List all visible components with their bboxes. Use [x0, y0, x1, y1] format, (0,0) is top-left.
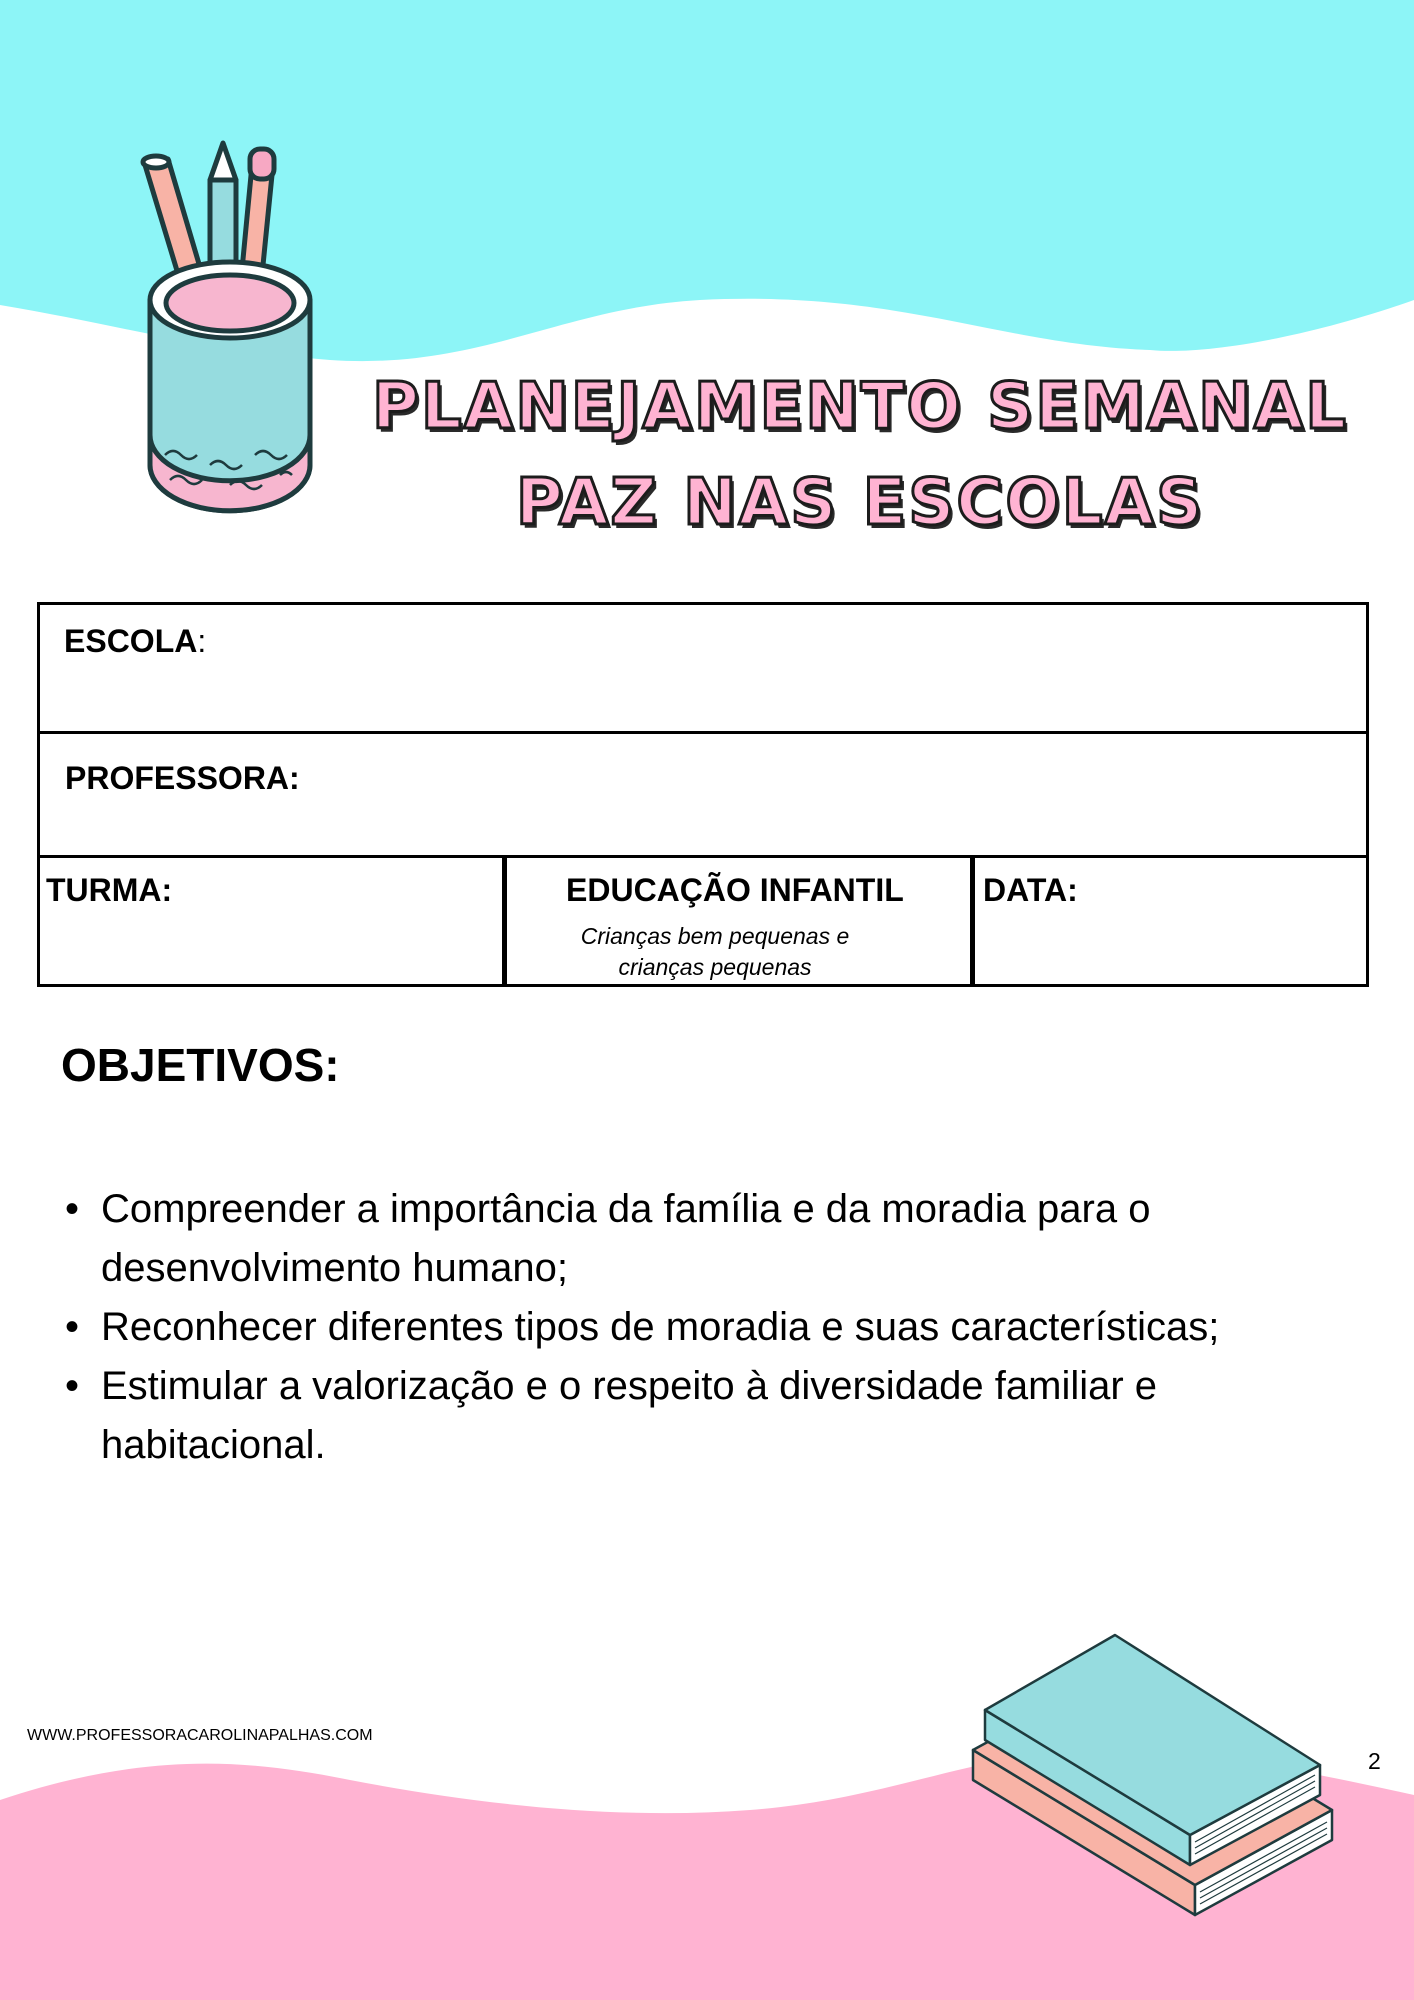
objectives-heading: OBJETIVOS: [61, 1039, 340, 1091]
pencil-cup-icon [140, 135, 320, 525]
objectives-list [61, 1180, 1361, 1475]
footer-website-url: WWW.PROFESSORACAROLINAPALHAS.COM [27, 1727, 373, 1744]
info-form-table [37, 602, 1369, 987]
objective-line: habitacional. [101, 1423, 326, 1467]
books-stack-icon [965, 1630, 1345, 1920]
professora-label: PROFESSORA: [65, 760, 300, 796]
page-title-line-2: PAZ NAS ESCOLAS [515, 466, 1205, 540]
segment-subtitle-line-1: Crianças bem pequenas e [580, 923, 850, 949]
objective-line: Reconhecer diferentes tipos de moradia e suas características; [101, 1305, 1220, 1349]
segment-label: EDUCAÇÃO INFANTIL [566, 872, 904, 908]
bullet-icon: • [65, 1187, 80, 1231]
objective-line: desenvolvimento humano; [101, 1246, 568, 1290]
escola-label [64, 623, 206, 660]
turma-label: TURMA: [46, 872, 173, 908]
segment-subtitle-line-2: crianças pequenas [618, 954, 812, 980]
escola-label-text: ESCOLA [64, 623, 198, 659]
data-label: DATA: [983, 872, 1078, 908]
escola-colon: : [197, 623, 207, 659]
objective-item [61, 1180, 1361, 1298]
objective-item [61, 1298, 1361, 1357]
page-number: 2 [1368, 1748, 1381, 1774]
objective-line: Estimular a valorização e o respeito à diversidade familiar e [101, 1364, 1158, 1408]
objective-item [61, 1357, 1361, 1475]
objective-line: Compreender a importância da família e da moradia para o [101, 1187, 1151, 1231]
page-title-line-1: PLANEJAMENTO SEMANAL [371, 370, 1349, 444]
bullet-icon: • [65, 1305, 80, 1349]
bullet-icon: • [65, 1364, 80, 1408]
